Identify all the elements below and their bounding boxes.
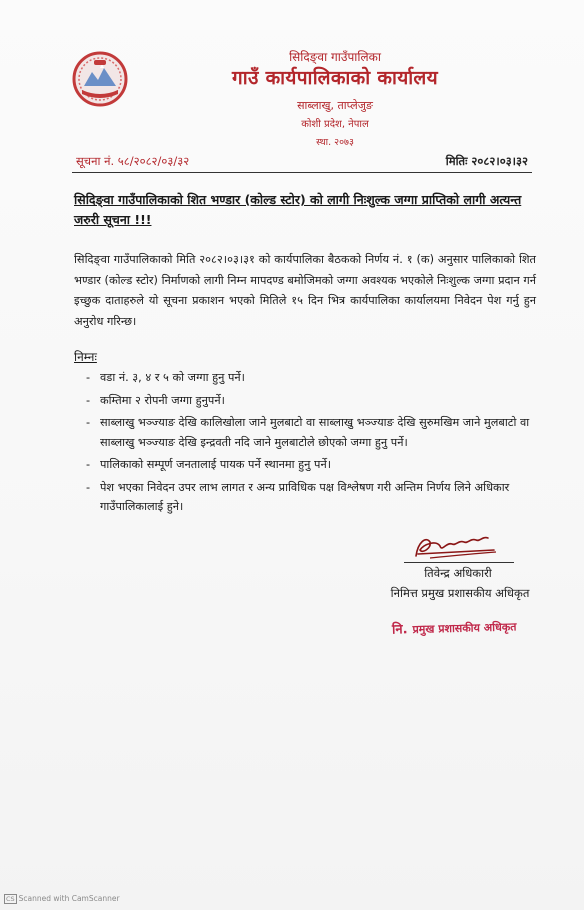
list-item: [86, 478, 536, 517]
list-item: [86, 413, 536, 452]
list-item: [86, 391, 536, 411]
notice-body: सिदिङ्वा गाउँपालिकाको मिति २०८२।०३।३१ को कार्यपालिका बैठकको निर्णय नं. १ (क) अनुसार पालिकाको शित भण्डार (कोल्ड स्टोर) निर्माणको लागी निम्न मापदण्ड बमोजिमको जग्गा अवश्यक भएकोले निःशुल्क जग्गा प्रदान गर्न इच्छुक दाताहरुले यो सूचना प्रकाशन भएको मितिले १५ दिन भित्र कार्यपालिका कार्यालयमा निवेदन पेश गर्नु हुन अनुरोध गरिन्छ।: [74, 253, 536, 328]
list-item: [86, 455, 536, 475]
scanner-text: Scanned with CamScanner: [18, 894, 120, 903]
notice-number: सूचना नं. ५८/२०८२/०३/३२: [76, 154, 190, 168]
criteria-text: वडा नं. ३, ४ र ५ को जग्गा हुनु पर्ने।: [100, 371, 245, 384]
office-province: कोशी प्रदेश, नेपाल: [301, 119, 369, 130]
nepal-emblem-icon: [70, 50, 130, 108]
municipality-name: सिदिङ्वा गाउँपालिका: [289, 50, 381, 64]
bullet-dash: -: [86, 393, 91, 407]
signature-line: [404, 562, 514, 563]
notice-subject: सिदिङ्वा गाउँपालिकाको शित भण्डार (कोल्ड स्टोर) को लागी निःशुल्क जग्गा प्राप्तिको लागी अत्यन्त जरुरी सूचना !!!: [74, 192, 522, 227]
camscanner-logo-icon: CS: [6, 895, 15, 903]
scanner-watermark: [4, 894, 120, 904]
signatory-name: तिवेन्द्र अधिकारी: [424, 566, 492, 580]
criteria-list: [86, 368, 536, 520]
stamp-prefix: नि.: [391, 622, 408, 638]
office-address: साब्लाखु, ताप्लेजुङ: [297, 99, 373, 112]
criteria-heading: निम्नः: [74, 350, 97, 364]
bullet-dash: -: [86, 416, 91, 429]
bullet-dash: -: [86, 371, 91, 384]
established-year: स्था. २०७३: [316, 137, 354, 148]
bullet-dash: -: [86, 480, 91, 494]
stamp-text: प्रमुख प्रशासकीय अधिकृत: [412, 620, 517, 637]
list-item: [86, 368, 536, 388]
criteria-text: पेश भएका निवेदन उपर लाभ लागत र अन्य प्राविधिक पक्ष विश्लेषण गरी अन्तिम निर्णय लिने अधिकार गाउँपालिकालाई हुने।: [100, 480, 510, 513]
signatory-title: निमित्त प्रमुख प्रशासकीय अधिकृत: [390, 586, 530, 600]
bullet-dash: -: [86, 458, 91, 471]
official-stamp: [392, 616, 517, 637]
office-title: गाउँ कार्यपालिकाको कार्यालय: [232, 67, 438, 89]
criteria-text: साब्लाखु भञ्ज्याङ देखि कालिखोला जाने मुलबाटो वा साब्लाखु भञ्ज्याङ देखि सुरुमखिम जाने मुलबाटो वा साब्लाखु भञ्ज्याङ देखि इन्द्रवती नदि जाने मुलबाटोले छोएको जग्गा हुनु पर्ने।: [100, 416, 530, 449]
criteria-text: पालिकाको सम्पूर्ण जनतालाई पायक पर्ने स्थानमा हुनु पर्ने।: [100, 458, 332, 471]
criteria-text: कम्तिमा २ रोपनी जग्गा हुनुपर्ने।: [100, 393, 225, 407]
header-divider: [72, 172, 532, 173]
notice-date: मितिः २०८२।०३।३२: [445, 154, 528, 168]
handwritten-signature: [410, 530, 500, 564]
